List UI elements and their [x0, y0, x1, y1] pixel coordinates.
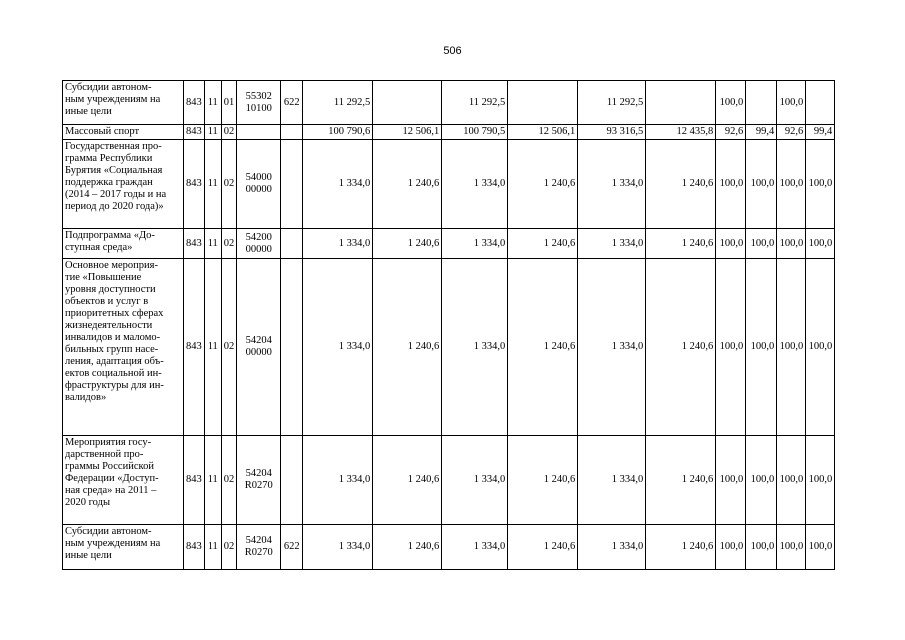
value-cell: 1 240,6: [508, 525, 578, 570]
rz-code-cell: 11: [204, 81, 221, 125]
row-name-cell: Основное мероприя- тие «Повышение уровня доступности объектов и услуг в приоритетных сферах жизнедеятельности инвалидов и маломо- бильных групп насе- ления, адаптация объ- ектов социальной ин- фраструктуры для ин- валидов»: [63, 259, 184, 436]
pr-code-cell: 01: [221, 81, 237, 125]
value-cell: 11 292,5: [442, 81, 508, 125]
percent-cell: 100,0: [777, 229, 806, 259]
percent-cell: 92,6: [716, 125, 746, 140]
value-cell: [373, 81, 442, 125]
value-cell: 1 240,6: [508, 259, 578, 436]
table-row: [63, 81, 835, 125]
vr-code-cell: 622: [281, 525, 303, 570]
percent-cell: 100,0: [806, 436, 835, 525]
value-cell: 1 240,6: [373, 140, 442, 229]
value-cell: 1 334,0: [303, 525, 373, 570]
value-cell: [646, 81, 716, 125]
percent-cell: 100,0: [746, 229, 777, 259]
pr-code-cell: 02: [221, 259, 237, 436]
pr-code-cell: 02: [221, 140, 237, 229]
pr-code-cell: 02: [221, 229, 237, 259]
csr-code-cell: [237, 125, 281, 140]
value-cell: 1 240,6: [646, 525, 716, 570]
value-cell: 1 240,6: [508, 140, 578, 229]
row-name-cell: Субсидии автоном- ным учреждениям на иные цели: [63, 81, 184, 125]
rz-code-cell: 11: [204, 140, 221, 229]
value-cell: 1 334,0: [303, 259, 373, 436]
percent-cell: 92,6: [777, 125, 806, 140]
value-cell: 1 334,0: [303, 140, 373, 229]
value-cell: 1 240,6: [373, 259, 442, 436]
value-cell: 1 240,6: [646, 259, 716, 436]
percent-cell: 100,0: [746, 259, 777, 436]
value-cell: 11 292,5: [303, 81, 373, 125]
percent-cell: 100,0: [716, 140, 746, 229]
value-cell: 1 334,0: [578, 259, 646, 436]
pr-code-cell: 02: [221, 125, 237, 140]
value-cell: 1 334,0: [442, 525, 508, 570]
vr-code-cell: [281, 259, 303, 436]
vr-code-cell: [281, 125, 303, 140]
rz-code-cell: 11: [204, 229, 221, 259]
vr-code-cell: 622: [281, 81, 303, 125]
value-cell: [508, 81, 578, 125]
vr-code-cell: [281, 140, 303, 229]
percent-cell: 100,0: [777, 81, 806, 125]
percent-cell: 100,0: [806, 229, 835, 259]
percent-cell: 100,0: [777, 140, 806, 229]
value-cell: 1 240,6: [646, 229, 716, 259]
percent-cell: 100,0: [716, 229, 746, 259]
percent-cell: 100,0: [777, 525, 806, 570]
csr-code-cell: 54204 00000: [237, 259, 281, 436]
value-cell: 1 334,0: [303, 436, 373, 525]
rz-code-cell: 11: [204, 525, 221, 570]
table-row: [63, 229, 835, 259]
value-cell: 1 334,0: [303, 229, 373, 259]
percent-cell: 100,0: [716, 259, 746, 436]
gr-code-cell: 843: [184, 436, 205, 525]
value-cell: 1 334,0: [578, 229, 646, 259]
percent-cell: 100,0: [716, 436, 746, 525]
value-cell: 1 240,6: [373, 436, 442, 525]
rz-code-cell: 11: [204, 259, 221, 436]
pr-code-cell: 02: [221, 436, 237, 525]
page-number: 506: [443, 45, 462, 57]
value-cell: 1 240,6: [646, 140, 716, 229]
percent-cell: 100,0: [716, 525, 746, 570]
gr-code-cell: 843: [184, 81, 205, 125]
gr-code-cell: 843: [184, 229, 205, 259]
csr-code-cell: 54204 R0270: [237, 525, 281, 570]
csr-code-cell: 55302 10100: [237, 81, 281, 125]
value-cell: 1 334,0: [442, 259, 508, 436]
percent-cell: [746, 81, 777, 125]
row-name-cell: Субсидии автоном- ным учреждениям на иные цели: [63, 525, 184, 570]
value-cell: 1 334,0: [578, 140, 646, 229]
gr-code-cell: 843: [184, 259, 205, 436]
table-row: [63, 525, 835, 570]
table-row: [63, 125, 835, 140]
table-row: [63, 259, 835, 436]
percent-cell: 100,0: [716, 81, 746, 125]
percent-cell: 100,0: [806, 525, 835, 570]
table-row: [63, 140, 835, 229]
value-cell: 1 240,6: [508, 436, 578, 525]
value-cell: 1 240,6: [508, 229, 578, 259]
percent-cell: 100,0: [777, 436, 806, 525]
value-cell: 12 506,1: [373, 125, 442, 140]
row-name-cell: Подпрограмма «До- ступная среда»: [63, 229, 184, 259]
percent-cell: 100,0: [806, 140, 835, 229]
percent-cell: 100,0: [746, 436, 777, 525]
percent-cell: 100,0: [806, 259, 835, 436]
percent-cell: 100,0: [777, 259, 806, 436]
value-cell: 1 240,6: [373, 229, 442, 259]
value-cell: 1 334,0: [442, 436, 508, 525]
value-cell: 1 334,0: [578, 525, 646, 570]
row-name-cell: Государственная про- грамма Республики Бурятия «Социальная поддержка граждан (2014 – 2017 годы и на период до 2020 года)»: [63, 140, 184, 229]
csr-code-cell: 54204 R0270: [237, 436, 281, 525]
rz-code-cell: 11: [204, 436, 221, 525]
value-cell: 1 240,6: [373, 525, 442, 570]
value-cell: 11 292,5: [578, 81, 646, 125]
percent-cell: 99,4: [806, 125, 835, 140]
value-cell: 1 240,6: [646, 436, 716, 525]
value-cell: 12 506,1: [508, 125, 578, 140]
percent-cell: 100,0: [746, 525, 777, 570]
rz-code-cell: 11: [204, 125, 221, 140]
budget-table: [62, 80, 835, 570]
value-cell: 1 334,0: [442, 140, 508, 229]
vr-code-cell: [281, 436, 303, 525]
percent-cell: 99,4: [746, 125, 777, 140]
value-cell: 93 316,5: [578, 125, 646, 140]
value-cell: 12 435,8: [646, 125, 716, 140]
percent-cell: 100,0: [746, 140, 777, 229]
percent-cell: [806, 81, 835, 125]
gr-code-cell: 843: [184, 125, 205, 140]
row-name-cell: Мероприятия госу- дарственной про- граммы Российской Федерации «Доступ- ная среда» на 2011 – 2020 годы: [63, 436, 184, 525]
vr-code-cell: [281, 229, 303, 259]
pr-code-cell: 02: [221, 525, 237, 570]
gr-code-cell: 843: [184, 140, 205, 229]
csr-code-cell: 54200 00000: [237, 229, 281, 259]
value-cell: 1 334,0: [578, 436, 646, 525]
value-cell: 1 334,0: [442, 229, 508, 259]
csr-code-cell: 54000 00000: [237, 140, 281, 229]
value-cell: 100 790,5: [442, 125, 508, 140]
table-row: [63, 436, 835, 525]
gr-code-cell: 843: [184, 525, 205, 570]
row-name-cell: Массовый спорт: [63, 125, 184, 140]
value-cell: 100 790,6: [303, 125, 373, 140]
